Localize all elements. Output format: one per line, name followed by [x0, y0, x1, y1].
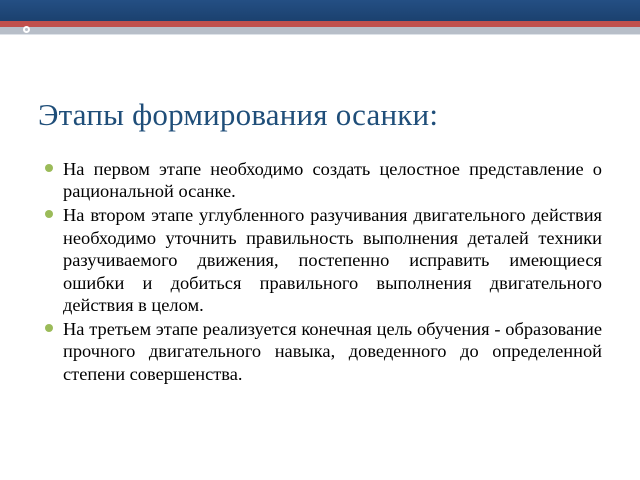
bullet-text-2: На втором этапе углубленного разучивания двигательного действия необходимо уточнить правильность выполнения деталей техники разучиваемого движения, постепенно исправить имеющиеся ошибки и добиться правильного выполнения двигательного действия в целом. — [63, 205, 602, 315]
slide-title: Этапы формирования осанки: — [38, 97, 439, 132]
bullet-text-1: На первом этапе необходимо создать целостное представление о рациональной осанке. — [63, 159, 602, 202]
header-divider — [0, 34, 640, 35]
header-band-blue — [0, 0, 640, 21]
bullet-dot-icon — [45, 324, 53, 332]
bullet-text-3: На третьем этапе реализуется конечная цель обучения - образование прочного двигательного навыка, доведенного до определенной степени совершенства. — [63, 318, 602, 384]
ring-icon — [23, 26, 30, 33]
header-band-gray — [0, 27, 640, 34]
bullet-dot-icon — [45, 210, 53, 218]
bullet-dot-icon — [45, 164, 53, 172]
bullet-item-2 — [45, 204, 602, 316]
bullet-item-1 — [45, 158, 602, 203]
bullet-list — [45, 158, 602, 387]
bullet-item-3 — [45, 318, 602, 385]
